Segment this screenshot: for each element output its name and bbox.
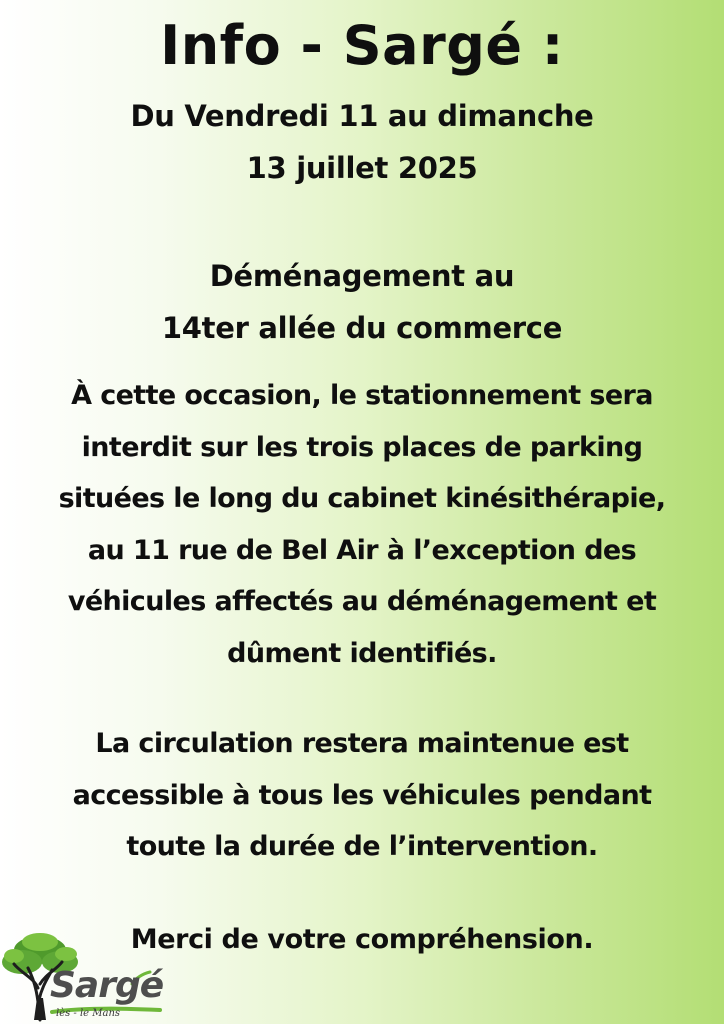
closing-message: Merci de votre compréhension. <box>130 924 594 955</box>
poster-title: Info - Sargé : <box>160 14 564 77</box>
subject-line: Déménagement au <box>209 259 515 293</box>
subject-line: 14ter allée du commerce <box>161 311 563 345</box>
date-line: 13 juillet 2025 <box>246 151 478 185</box>
logo-name: Sargé <box>50 965 164 1006</box>
traffic-notice-paragraph <box>0 718 724 873</box>
paragraph-line: accessible à tous les véhicules pendant <box>72 779 652 811</box>
paragraph-line: dûment identifiés. <box>227 637 497 669</box>
paragraph-line: véhicules affectés au déménagement et <box>67 586 657 617</box>
paragraph-line: situées le long du cabinet kinésithérapie, <box>58 483 666 514</box>
paragraph-line: au 11 rue de Bel Air à l’exception des <box>87 534 637 566</box>
paragraph-line: interdit sur les trois places de parking <box>81 431 643 463</box>
paragraph-line: La circulation restera maintenue est <box>95 728 629 759</box>
logo-subtitle: lès - le Mans <box>56 1008 121 1019</box>
paragraph-line: À cette occasion, le stationnement sera <box>71 380 653 411</box>
sarge-logo <box>0 928 170 1024</box>
event-dates <box>0 90 724 194</box>
parking-notice-paragraph <box>0 370 724 679</box>
paragraph-line: toute la durée de l’intervention. <box>126 831 598 862</box>
date-line: Du Vendredi 11 au dimanche <box>130 99 594 133</box>
event-subject <box>0 250 724 354</box>
